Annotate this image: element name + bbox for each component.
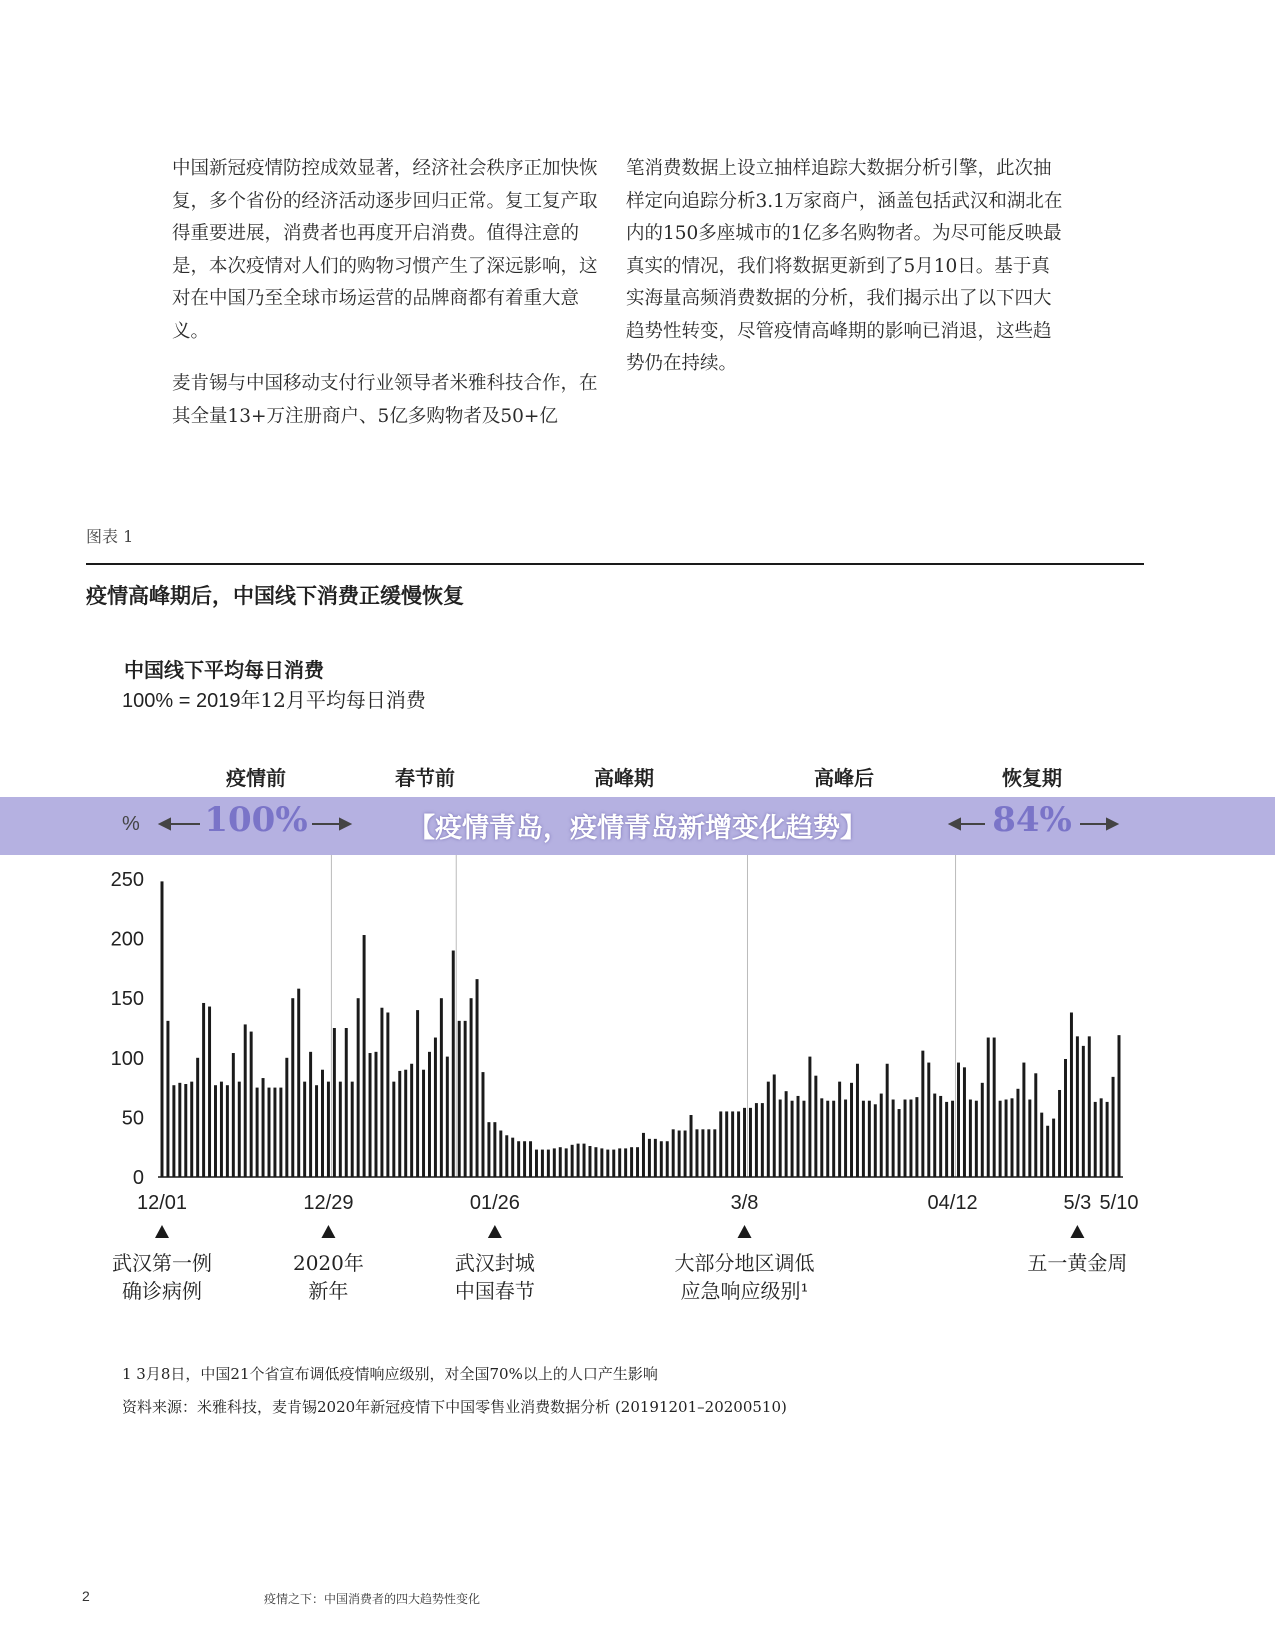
bar	[232, 1053, 235, 1177]
bar	[369, 1053, 372, 1177]
bar	[172, 1085, 175, 1177]
bar	[178, 1083, 181, 1177]
event-label: 确诊病例	[122, 1279, 202, 1303]
bar	[577, 1144, 580, 1177]
bar	[380, 1008, 383, 1177]
bar	[743, 1108, 746, 1177]
x-tick-label: 5/3	[1063, 1192, 1092, 1214]
event-marker-icon	[488, 1225, 502, 1238]
bar	[161, 881, 164, 1177]
chart-subtitle	[122, 684, 426, 713]
bar	[975, 1101, 978, 1177]
bar	[636, 1147, 639, 1177]
bar	[357, 998, 360, 1177]
chart-source: 资料来源：米雅科技，麦肯锡2020年新冠疫情下中国零售业消费数据分析 (20191201–20200510)	[122, 1398, 787, 1416]
bar	[511, 1138, 514, 1177]
event-label: 武汉第一例	[112, 1251, 212, 1275]
figure-divider	[86, 563, 1144, 565]
event-marker-icon	[321, 1225, 335, 1238]
bar	[446, 1057, 449, 1177]
bar	[1100, 1098, 1103, 1177]
bar	[791, 1101, 794, 1177]
bar	[517, 1141, 520, 1177]
bar	[904, 1100, 907, 1177]
bar	[434, 1038, 437, 1177]
bar	[624, 1148, 627, 1177]
intro-right-column	[626, 153, 1066, 381]
bar	[268, 1088, 271, 1177]
phase-label-pre-festival: 春节前	[395, 766, 455, 790]
event-label: 应急响应级别¹	[680, 1279, 809, 1303]
bar	[785, 1091, 788, 1177]
bar-chart	[0, 855, 1275, 1315]
bar	[749, 1108, 752, 1177]
bar	[541, 1150, 544, 1177]
bar	[797, 1096, 800, 1177]
bar	[416, 1010, 419, 1177]
intro-left-column	[172, 153, 610, 433]
bar	[915, 1097, 918, 1177]
bar	[898, 1109, 901, 1177]
x-tick-label: 3/8	[730, 1192, 759, 1214]
bar	[559, 1147, 562, 1177]
bar	[690, 1115, 693, 1177]
bar	[470, 998, 473, 1177]
event-marker-icon	[155, 1225, 169, 1238]
bar	[339, 1082, 342, 1177]
bar	[1076, 1036, 1079, 1177]
y-tick-label: 100	[110, 1047, 144, 1070]
bar	[553, 1148, 556, 1177]
bar	[767, 1082, 770, 1177]
bar	[184, 1084, 187, 1177]
bar	[1082, 1046, 1085, 1177]
phase-value-recovery: 84%	[992, 800, 1072, 840]
bar	[571, 1145, 574, 1177]
bar	[196, 1058, 199, 1177]
bar	[1046, 1126, 1049, 1177]
bar	[701, 1129, 704, 1177]
event-marker-icon	[738, 1225, 752, 1238]
bar	[547, 1150, 550, 1177]
bar	[166, 1021, 169, 1177]
bar	[505, 1135, 508, 1177]
bar	[987, 1038, 990, 1177]
bar	[1028, 1100, 1031, 1177]
y-tick-label: 0	[132, 1167, 144, 1189]
bar	[933, 1094, 936, 1177]
x-tick-label: 04/12	[927, 1192, 978, 1214]
bar	[309, 1052, 312, 1177]
bar	[481, 1072, 484, 1177]
bar	[856, 1064, 859, 1177]
phase-label-recovery: 恢复期	[1002, 766, 1062, 790]
bar	[814, 1076, 817, 1177]
bar	[684, 1131, 687, 1177]
bar	[1118, 1035, 1121, 1177]
bar	[529, 1141, 532, 1177]
x-tick-label: 12/01	[136, 1192, 188, 1214]
bar	[957, 1063, 960, 1177]
bar	[1064, 1059, 1067, 1177]
bar	[880, 1094, 883, 1177]
bar	[660, 1141, 663, 1177]
bar	[1005, 1100, 1008, 1177]
event-label: 中国春节	[454, 1279, 535, 1303]
bar	[190, 1082, 193, 1177]
bar	[565, 1148, 568, 1177]
bar	[678, 1131, 681, 1177]
bar	[333, 1028, 336, 1177]
bar	[208, 1007, 211, 1177]
phase-label-peak: 高峰期	[594, 766, 654, 790]
bar	[666, 1141, 669, 1177]
bar	[291, 998, 294, 1177]
bar	[202, 1003, 205, 1177]
bar	[862, 1101, 865, 1177]
bar	[999, 1101, 1002, 1177]
bar	[826, 1101, 829, 1177]
bar	[820, 1098, 823, 1177]
bar	[612, 1150, 615, 1177]
chart-subtitle-number: 100% = 2019	[122, 690, 241, 712]
bar	[981, 1083, 984, 1177]
bar	[392, 1082, 395, 1177]
bar	[1058, 1090, 1061, 1177]
event-label: 武汉封城	[454, 1251, 535, 1275]
bar	[297, 989, 300, 1177]
bar	[428, 1052, 431, 1177]
bar	[951, 1101, 954, 1177]
bar	[761, 1103, 764, 1177]
bar	[386, 1013, 389, 1177]
x-tick-label: 5/10	[1099, 1192, 1139, 1214]
bar	[250, 1032, 253, 1177]
bar	[1112, 1077, 1115, 1177]
bar	[220, 1082, 223, 1177]
bar	[773, 1074, 776, 1177]
intro-paragraph-1: 中国新冠疫情防控成效显著，经济社会秩序正加快恢复，多个省份的经济活动逐步回归正常。复工复产取得重要进展，消费者也再度开启消费。值得注意的是，本次疫情对人们的购物习惯产生了深远影响，这对在中国乃至全球市场运营的品牌商都有着重大意义。	[172, 158, 598, 342]
bar	[464, 1021, 467, 1177]
bar	[594, 1147, 597, 1177]
bar	[303, 1082, 306, 1177]
bar	[886, 1064, 889, 1177]
bar	[262, 1078, 265, 1177]
figure-title: 疫情高峰期后，中国线下消费正缓慢恢复	[86, 583, 464, 608]
bar	[583, 1144, 586, 1177]
phase-label-post-peak: 高峰后	[814, 766, 874, 790]
bar	[719, 1111, 722, 1177]
x-tick-label: 01/26	[469, 1192, 520, 1214]
bar	[844, 1100, 847, 1177]
bar	[927, 1063, 930, 1177]
event-label: 新年	[308, 1279, 349, 1303]
bar	[256, 1088, 259, 1177]
intro-paragraph-3: 笔消费数据上设立抽样追踪大数据分析引擎，此次抽样定向追踪分析3.1万家商户，涵盖包括武汉和湖北在内的150多座城市的1亿多名购物者。为尽可能反映最真实的情况，我们将数据更新到了5月10日。基于真实海量高频消费数据的分析，我们揭示出了以下四大趋势性转变，尽管疫情高峰期的影响已消退，这些趋势仍在持续。	[626, 158, 1063, 374]
bar	[535, 1150, 538, 1177]
chart-subtitle-text: 年12月平均每日消费	[240, 688, 426, 712]
bar	[945, 1102, 948, 1177]
event-label: 五一黄金周	[1027, 1251, 1128, 1275]
event-marker-icon	[1070, 1225, 1084, 1238]
y-tick-label: 250	[110, 869, 144, 891]
bar	[1094, 1102, 1097, 1177]
bar	[725, 1111, 728, 1177]
bar	[654, 1139, 657, 1177]
bar	[1088, 1036, 1091, 1177]
bar	[963, 1067, 966, 1177]
bar	[672, 1129, 675, 1177]
bar	[1106, 1102, 1109, 1177]
bar	[630, 1147, 633, 1177]
bar	[375, 1052, 378, 1177]
bar	[410, 1064, 413, 1177]
bar	[226, 1085, 229, 1177]
bar	[422, 1070, 425, 1177]
chart-footnote: 1 3月8日，中国21个省宣布调低疫情响应级别，对全国70%以上的人口产生影响	[122, 1365, 658, 1383]
page-footer-title: 疫情之下：中国消费者的四大趋势性变化	[264, 1592, 481, 1606]
bar	[458, 1021, 461, 1177]
bar	[909, 1100, 912, 1177]
page-number: 2	[82, 1588, 90, 1604]
bar	[214, 1085, 217, 1177]
bar	[499, 1131, 502, 1177]
bar	[238, 1082, 241, 1177]
bar	[345, 1028, 348, 1177]
bar	[600, 1148, 603, 1177]
bar	[1040, 1113, 1043, 1177]
bar	[285, 1058, 288, 1177]
bar	[1052, 1119, 1055, 1177]
bar	[244, 1024, 247, 1177]
bar	[404, 1070, 407, 1177]
bar	[487, 1122, 490, 1177]
bar	[695, 1129, 698, 1177]
bar	[476, 979, 479, 1177]
bar	[363, 935, 366, 1177]
bar	[808, 1057, 811, 1177]
bar	[273, 1088, 276, 1177]
bar	[588, 1146, 591, 1177]
x-tick-label: 12/29	[303, 1192, 354, 1214]
bar	[892, 1100, 895, 1177]
bar	[874, 1104, 877, 1177]
y-tick-label: 150	[110, 988, 144, 1011]
event-label: 大部分地区调低	[674, 1251, 815, 1275]
bar	[618, 1148, 621, 1177]
bar	[1022, 1063, 1025, 1177]
bar	[755, 1103, 758, 1177]
bar	[493, 1122, 496, 1177]
bar	[993, 1038, 996, 1177]
phase-value-pre-epidemic: 100%	[204, 800, 308, 840]
bar	[1070, 1013, 1073, 1177]
event-label: 2020年	[292, 1251, 364, 1275]
bar	[802, 1101, 805, 1177]
phase-label-pre-epidemic: 疫情前	[226, 766, 286, 790]
bar	[731, 1111, 734, 1177]
bar	[921, 1051, 924, 1177]
bar	[523, 1141, 526, 1177]
bar	[868, 1101, 871, 1177]
intro-paragraph-2: 麦肯锡与中国移动支付行业领导者米雅科技合作，在其全量13+万注册商户、5亿多购物者及50+亿	[172, 373, 598, 427]
bar	[939, 1096, 942, 1177]
bar	[327, 1082, 330, 1177]
bar	[1011, 1098, 1014, 1177]
bar	[279, 1088, 282, 1177]
bar	[321, 1070, 324, 1177]
bar	[969, 1100, 972, 1177]
bar	[838, 1082, 841, 1177]
bar	[779, 1100, 782, 1177]
bar	[315, 1085, 318, 1177]
bar	[850, 1083, 853, 1177]
bar	[1016, 1089, 1019, 1177]
chart-title: 中国线下平均每日消费	[124, 658, 324, 682]
y-tick-label: 200	[110, 928, 144, 951]
bar	[713, 1129, 716, 1177]
figure-label: 图表 1	[86, 527, 134, 546]
bar	[452, 951, 455, 1177]
bar	[606, 1150, 609, 1177]
bar	[398, 1071, 401, 1177]
bar	[351, 1082, 354, 1177]
bar	[832, 1101, 835, 1177]
bar	[1034, 1073, 1037, 1177]
percent-axis-label: %	[122, 813, 140, 835]
bar	[440, 998, 443, 1177]
overlay-banner: 【疫情青岛，疫情青岛新增变化趋势】	[408, 813, 867, 844]
bar	[737, 1111, 740, 1177]
bar	[648, 1139, 651, 1177]
y-tick-label: 50	[121, 1107, 144, 1130]
bar	[642, 1133, 645, 1177]
bar	[707, 1129, 710, 1177]
